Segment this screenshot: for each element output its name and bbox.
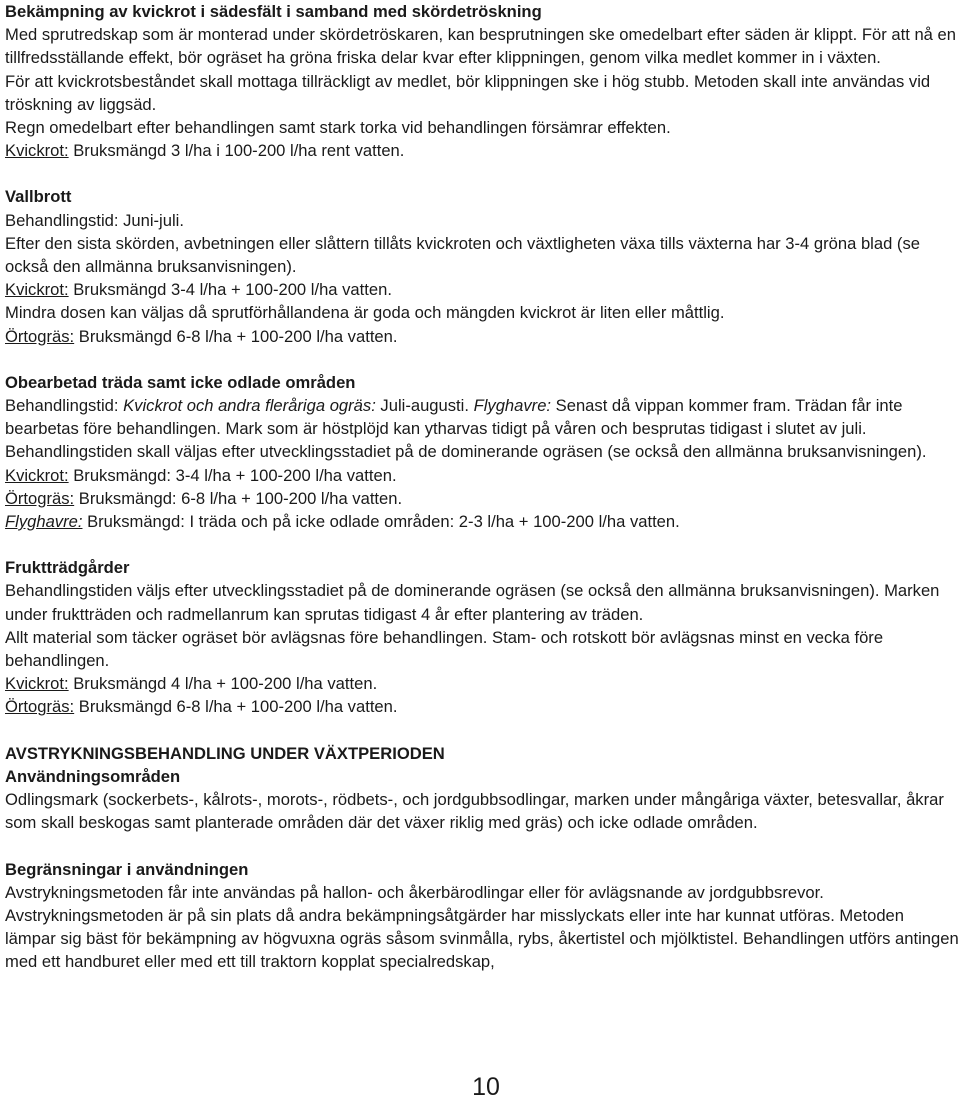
- text-run: Bruksmängd 6-8 l/ha + 100-200 l/ha vatten.: [74, 326, 398, 346]
- section: [5, 0, 959, 162]
- paragraph: [5, 487, 959, 510]
- section: [5, 858, 959, 974]
- section: [5, 371, 959, 533]
- text-run: Bruksmängd 4 l/ha + 100-200 l/ha vatten.: [68, 674, 378, 694]
- paragraph: [5, 70, 959, 116]
- page-number: 10: [472, 1073, 500, 1101]
- section: [5, 765, 959, 835]
- paragraph: [5, 788, 959, 834]
- paragraph: [5, 881, 959, 974]
- paragraph: [5, 510, 959, 533]
- crop-label: Flyghavre:: [5, 512, 83, 532]
- crop-label: Örtogräs:: [5, 697, 75, 717]
- text-run: Behandlingstid:: [5, 396, 124, 416]
- text-run: Med sprutredskap som är monterad under skördetröskaren, kan besprutningen ske omedelbart efter säden är klippt. För att nå en tillfredsställande effekt, bör ogräset ha gröna friska delar kvar efter klippningen, genom vilka medlet kommer in i växten.: [5, 25, 956, 68]
- text-run: Allt material som täcker ogräset bör avlägsnas före behandlingen. Stam- och rotskott bör avlägsnas minst en vecka före behandlingen.: [5, 627, 884, 671]
- text-run: Bruksmängd: 3-4 l/ha + 100-200 l/ha vatten.: [68, 465, 397, 485]
- paragraph: [5, 116, 959, 139]
- paragraph: [5, 139, 959, 162]
- text-run: Juli-augusti.: [375, 396, 474, 416]
- crop-label: Kvickrot:: [5, 141, 69, 161]
- crop-label: Örtogräs:: [5, 488, 75, 508]
- paragraph: [5, 394, 959, 440]
- section: [5, 185, 959, 347]
- section: [5, 742, 959, 765]
- section-heading: Vallbrott: [5, 187, 72, 207]
- text-run: Behandlingstiden skall väljas efter utvecklingsstadiet på de dominerande ogräsen (se också den allmänna bruksanvisningen).: [5, 442, 927, 462]
- text-run: Avstrykningsmetoden får inte användas på hallon- och åkerbärodlingar eller för avlägsnande av jordgubbsrevor. Avstrykningsmetoden är på sin plats då andra bekämpningsåtgärder har misslyckats eller inte har kunnat utföras. Metoden lämpar sig bäst för bekämpning av högvuxna ogräs såsom svinmålla, rybs, åkertistel och mjölktistel. Behandlingen utförs antingen med ett handburet eller med ett till traktorn kopplat specialredskap,: [5, 882, 959, 972]
- paragraph: [5, 579, 959, 625]
- section-heading: Användningsområden: [5, 766, 181, 786]
- text-run: Efter den sista skörden, avbetningen eller slåttern tillåts kvickroten och växtligheten växa tills växterna har 3-4 gröna blad (se också den allmänna bruksanvisningen).: [5, 233, 920, 277]
- paragraph: [5, 626, 959, 672]
- text-run: Senast då vippan kommer fram. Trädan får inte bearbetas före behandlingen. Mark som är höstplöjd kan ytharvas tidigt på våren och besprutas tidigast i slutet av juli.: [5, 396, 903, 439]
- text-run: Behandlingstiden väljs efter utvecklingsstadiet på de dominerande ogräsen (se också den allmänna bruksanvisningen). Marken under fruktträden och radmellanrum kan sprutas tidigast 4 år efter plantering av träden.: [5, 581, 940, 624]
- text-run: Bruksmängd 3 l/ha i 100-200 l/ha rent vatten.: [68, 141, 405, 161]
- paragraph: [5, 464, 959, 487]
- document-body: [5, 0, 959, 974]
- crop-label: Kvickrot:: [5, 674, 69, 694]
- text-run: Kvickrot och andra fleråriga ogräs:: [123, 396, 376, 416]
- section-heading: Bekämpning av kvickrot i sädesfält i samband med skördetröskning: [5, 2, 542, 21]
- crop-label: Kvickrot:: [5, 280, 69, 300]
- text-run: Mindra dosen kan väljas då sprutförhållandena är goda och mängden kvickrot är liten eller måttlig.: [5, 303, 725, 323]
- text-run: Bruksmängd 6-8 l/ha + 100-200 l/ha vatten.: [74, 697, 398, 717]
- section-heading: Begränsningar i användningen: [5, 859, 249, 879]
- crop-label: Örtogräs:: [5, 326, 75, 346]
- text-run: Regn omedelbart efter behandlingen samt stark torka vid behandlingen försämrar effekten.: [5, 118, 671, 138]
- text-run: Bruksmängd: 6-8 l/ha + 100-200 l/ha vatten.: [74, 488, 403, 508]
- text-run: Odlingsmark (sockerbets-, kålrots-, morots-, rödbets-, och jordgubbsodlingar, marken under mångåriga växter, betesvallar, åkrar som skall beskogas samt planterade områden där det växer riklig med gräs) och icke odlade områden.: [5, 790, 944, 833]
- paragraph: [5, 209, 959, 232]
- paragraph: [5, 695, 959, 718]
- text-run: Flyghavre:: [473, 396, 552, 416]
- paragraph: [5, 232, 959, 278]
- text-run: Bruksmängd: I träda och på icke odlade områden: 2-3 l/ha + 100-200 l/ha vatten.: [82, 512, 680, 532]
- section-heading: AVSTRYKNINGSBEHANDLING UNDER VÄXTPERIODEN: [5, 743, 445, 763]
- section-heading: Obearbetad träda samt icke odlade områden: [5, 372, 356, 392]
- paragraph: [5, 23, 959, 69]
- text-run: Bruksmängd 3-4 l/ha + 100-200 l/ha vatten.: [68, 280, 392, 300]
- crop-label: Kvickrot:: [5, 465, 69, 485]
- text-run: Behandlingstid: Juni-juli.: [5, 210, 184, 230]
- paragraph: [5, 672, 959, 695]
- section-heading: Fruktträdgårder: [5, 558, 130, 578]
- text-run: För att kvickrotsbeståndet skall mottaga tillräckligt av medlet, bör klippningen ske i hög stubb. Metoden skall inte användas vid tröskning av liggsäd.: [5, 71, 931, 114]
- paragraph: [5, 301, 959, 324]
- paragraph: [5, 278, 959, 301]
- paragraph: [5, 325, 959, 348]
- section: [5, 556, 959, 718]
- paragraph: [5, 440, 959, 463]
